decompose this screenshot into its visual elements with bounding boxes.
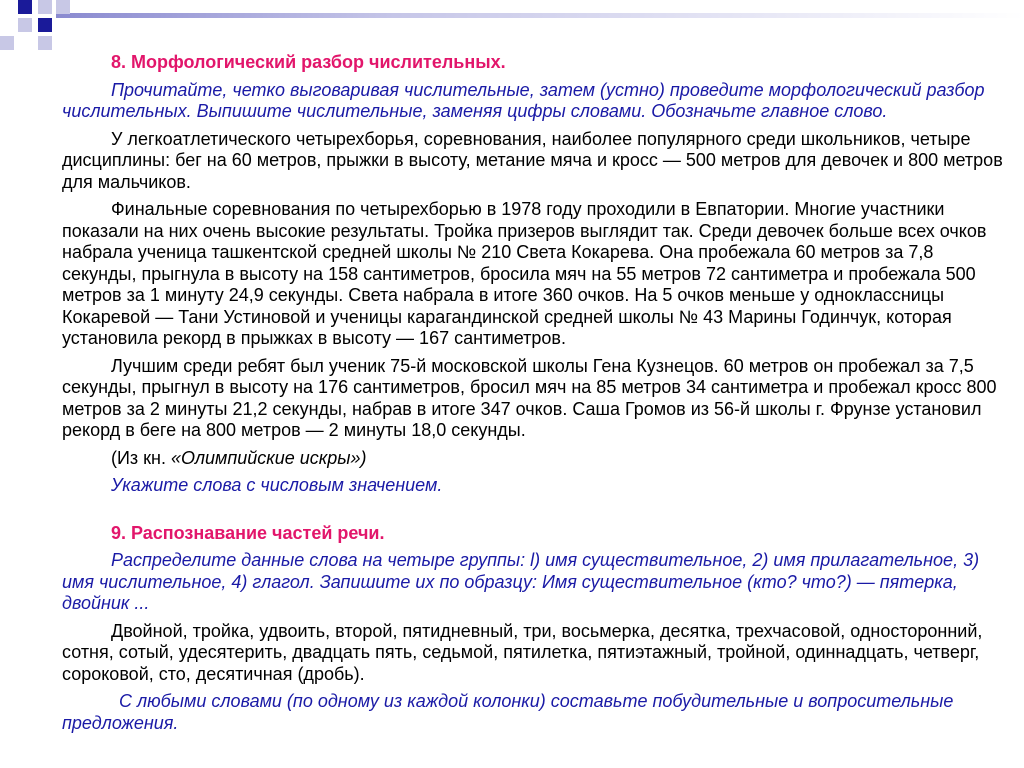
section-8-task: Укажите слова с числовым значением. — [111, 475, 443, 495]
decor-gradient-bar — [56, 13, 1024, 18]
section-8-paragraph-3: Лучшим среди ребят был ученик 75-й московской школы Гена Кузнецов. 60 метров он пробежал за 7,5 секунды, прыгнул в высоту на 176 сантиметров, бросил мяч на 85 метров 34 сантиметра и пробежал кросс 800 метров за 2 минуты 21,2 секунды, набрав в итоге 347 очков. Саша Громов из 56-й школы г. Фрунзе установил рекорд в беге на 800 метров — 2 минуты 18,0 секунды. — [62, 355, 997, 440]
decor-square-3 — [56, 0, 70, 14]
decor-square-6 — [0, 36, 14, 50]
decor-square-4 — [18, 18, 32, 32]
section-9-instruction: Распределите данные слова на четыре группы: l) имя существительное, 2) имя прилагательное, 3) имя числительное, 4) глагол. Запишите их по образцу: Имя существительное (кто? что?) — пятерка, двойник ... — [62, 550, 980, 613]
section-8-source — [62, 448, 1012, 470]
slide-corner-decoration — [0, 0, 1024, 60]
decor-square-2 — [38, 0, 52, 14]
decor-square-7 — [38, 36, 52, 50]
section-9-heading: 9. Распознавание частей речи. — [111, 522, 385, 543]
section-8-paragraph-1: У легкоатлетического четырехборья, соревнования, наиболее популярного среди школьников, четыре дисциплины: бег на 60 метров, прыжки в высоту, метание мяча и кросс — 500 метров для девочек и 800 метров для мальчиков. — [62, 128, 1003, 192]
decor-square-1 — [18, 0, 32, 14]
section-9-word-list: Двойной, тройка, удвоить, второй, пятидневный, три, восьмерка, десятка, трехчасовой, односторонний, сотня, сотый, удесятерить, двадцать пять, седьмой, пятилетка, пятиэтажный, тройной, одиннадцать, четверг, сороковой, сто, десятичная (дробь). — [62, 620, 983, 684]
source-title: «Олимпийские искры») — [171, 447, 367, 468]
section-9-task: С любыми словами (по одному из каждой колонки) составьте побудительные и вопросительные предложения. — [62, 691, 954, 733]
source-prefix: (Из кн. — [111, 447, 172, 468]
section-8-paragraph-2: Финальные соревнования по четырехборью в 1978 году проходили в Евпатории. Многие участники показали на них очень высокие результаты. Тройка призеров выглядит так. Среди девочек больше всех очков набрала ученица ташкентской средней школы № 210 Света Кокарева. Она пробежала 60 метров за 7,8 секунды, прыгнула в высоту на 158 сантиметров, бросила мяч на 55 метров 72 сантиметра и пробежала 500 метров за 1 минуту 24,9 секунды. Света набрала в итоге 360 очков. На 5 очков меньше у одноклассницы Кокаревой — Тани Устиновой и ученицы карагандинской средней школы № 43 Марины Годинчук, которая установила рекорд в прыжках в высоту — 167 сантиметров. — [62, 199, 987, 348]
slide-content — [62, 52, 1012, 740]
section-8-instruction: Прочитайте, четко выговаривая числительные, затем (устно) проведите морфологический разбор числительных. Выпишите числительные, заменяя цифры словами. Обозначьте главное слово. — [62, 79, 985, 121]
decor-square-5 — [38, 18, 52, 32]
section-8-heading: 8. Морфологический разбор числительных. — [111, 52, 506, 72]
